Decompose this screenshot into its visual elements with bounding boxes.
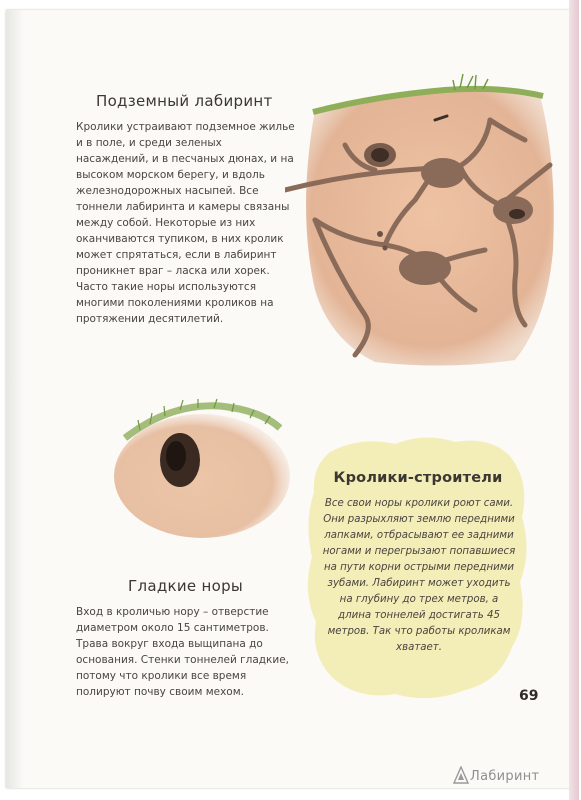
page-edge-strip [569, 0, 579, 800]
heading-underground-labyrinth: Подземный лабиринт [96, 92, 273, 110]
watermark-text: Лабиринт [470, 769, 540, 784]
burrow-entrance-illustration [110, 398, 295, 543]
smooth-burrows-paragraph: Вход в кроличью нору – отверстие диаметром около 15 сантиметров. Трава вокруг входа выщипана до основания. Стенки тоннелей гладкие, потому что кролики все время полируют почву своим мехом. [76, 606, 290, 698]
page-number: 69 [519, 688, 539, 704]
labyrinth-paragraph: Кролики устраивают подземное жилье и в поле, и среди зеленых насаждений, и в песчаных дюнах, и на высоком морском берегу, и вдоль железнодорожных насыпей. Все тоннели лабиринта и камеры связаны между собой. Некоторые из них оканчиваются тупиком, в них кролик может спрятаться, если в лабиринт проникнет враг – ласка или хорек. Часто такие норы используются многими поколениями кроликов на протяжении десятилетий. [76, 121, 295, 325]
burrow-cross-section-illustration [285, 70, 565, 370]
spine-shadow [6, 10, 24, 788]
builders-paragraph: Все свои норы кролики роют сами. Они разрыхляют землю передними лапками, отбрасывают ее задними ногами и перегрызают попавшиеся на пути корни острыми передними зубами. Лабиринт может уходить на глубину до трех метров, а длина тоннелей достигать 45 метров. Так что работы кроликам хватает. [322, 498, 516, 653]
heading-smooth-burrows: Гладкие норы [128, 577, 244, 595]
labyrinth-logo-icon [453, 766, 469, 784]
heading-rabbit-builders: Кролики-строители [333, 470, 503, 486]
